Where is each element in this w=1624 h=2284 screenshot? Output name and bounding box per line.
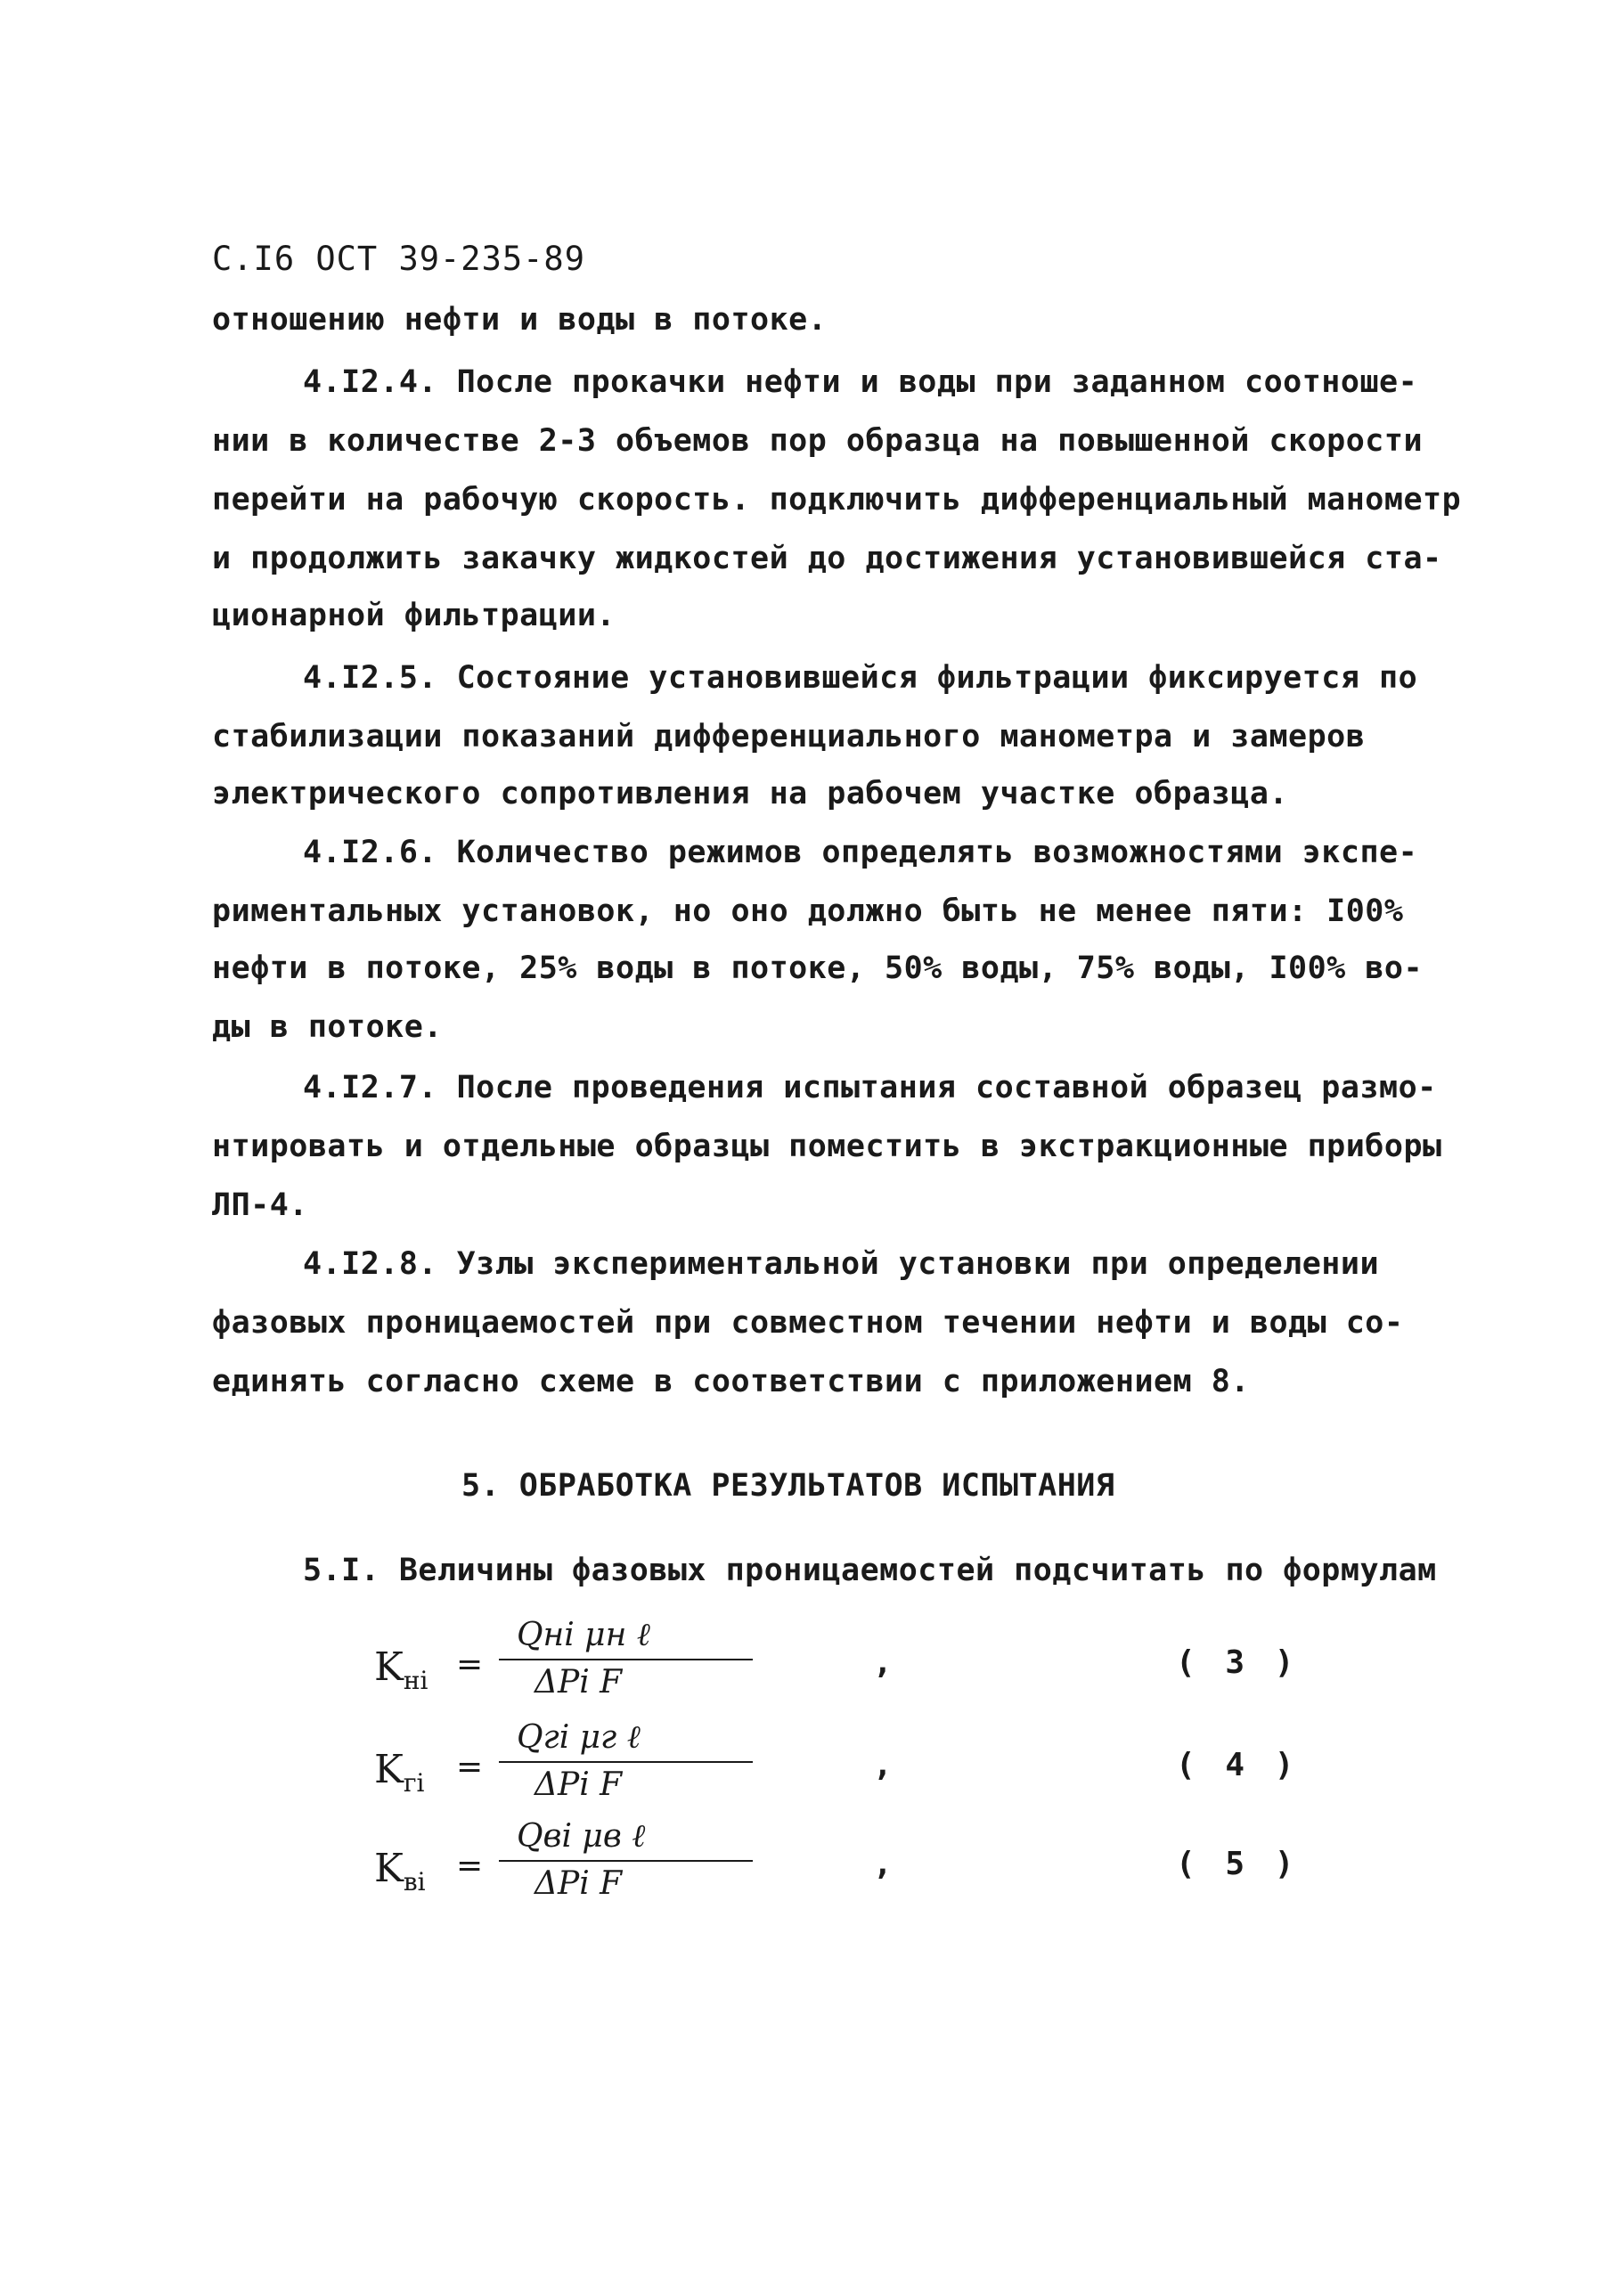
section-heading: 5. ОБРАБОТКА РЕЗУЛЬТАТОВ ИСПЫТАНИЯ	[461, 1468, 1115, 1504]
denominator: ΔPi F	[535, 1664, 623, 1701]
paragraph-4-12-4: 4.I2.4. После прокачки нефти и воды при заданном соотноше-	[303, 364, 1418, 400]
denominator: ΔPi F	[535, 1766, 623, 1803]
formula-lhs: $K_{нi}$	[374, 1644, 428, 1695]
formula-3	[374, 1612, 1354, 1719]
text-line: ционарной фильтрации.	[212, 598, 616, 633]
text-line: стабилизации показаний дифференциального манометра и замеров	[212, 719, 1366, 755]
text-line: нтировать и отдельные образцы поместить в экстракционные приборы	[212, 1129, 1442, 1164]
text-line: перейти на рабочую скорость. подключить дифференциальный манометр	[212, 482, 1462, 518]
text-line: и продолжить закачку жидкостей до достижения установившейся ста-	[212, 541, 1442, 576]
separator: ,	[873, 1846, 893, 1882]
formula-lhs: $K_{вi}$	[374, 1846, 426, 1897]
text-line: ды в потоке.	[212, 1009, 443, 1045]
denominator: ΔPi F	[535, 1865, 623, 1902]
fraction	[499, 1715, 766, 1807]
paragraph-4-12-7: 4.I2.7. После проведения испытания составной образец размо-	[303, 1070, 1437, 1105]
numerator: Qвi μв ℓ	[517, 1818, 646, 1855]
text-line: электрического сопротивления на рабочем участке образца.	[212, 776, 1289, 812]
text-line: отношению нефти и воды в потоке.	[212, 302, 828, 338]
separator: ,	[873, 1747, 893, 1783]
equation-number: ( 5 )	[1176, 1846, 1300, 1882]
equals-sign: =	[456, 1749, 484, 1785]
text-line: нии в количестве 2-3 объемов пор образца на повышенной скорости	[212, 423, 1424, 459]
fraction	[499, 1814, 766, 1906]
equals-sign: =	[456, 1646, 484, 1683]
paragraph-4-12-6: 4.I2.6. Количество режимов определять возможностями экспе-	[303, 835, 1418, 870]
text-line: нефти в потоке, 25% воды в потоке, 50% воды, 75% воды, I00% во-	[212, 950, 1424, 986]
page-header: С.I6 ОСТ 39-235-89	[212, 240, 585, 278]
paragraph-4-12-5: 4.I2.5. Состояние установившейся фильтрации фиксируется по	[303, 660, 1418, 696]
equation-number: ( 4 )	[1176, 1747, 1300, 1783]
text-line: фазовых проницаемостей при совместном течении нефти и воды со-	[212, 1305, 1404, 1341]
numerator: Qнi μн ℓ	[517, 1617, 650, 1653]
text-line: риментальных установок, но оно должно быть не менее пяти: I00%	[212, 893, 1404, 929]
equation-number: ( 3 )	[1176, 1644, 1300, 1681]
text-line: ЛП-4.	[212, 1187, 308, 1223]
formula-4	[374, 1715, 1354, 1822]
fraction	[499, 1612, 766, 1705]
text-line: единять согласно схеме в соответствии с приложением 8.	[212, 1364, 1250, 1399]
formula-5	[374, 1814, 1354, 1921]
paragraph-5-1: 5.I. Величины фазовых проницаемостей подсчитать по формулам	[303, 1553, 1437, 1588]
paragraph-4-12-8: 4.I2.8. Узлы экспериментальной установки при определении	[303, 1246, 1380, 1282]
separator: ,	[873, 1644, 893, 1681]
formula-lhs: $K_{гi}$	[374, 1747, 425, 1798]
numerator: Qгi μг ℓ	[517, 1719, 641, 1756]
equals-sign: =	[456, 1848, 484, 1884]
